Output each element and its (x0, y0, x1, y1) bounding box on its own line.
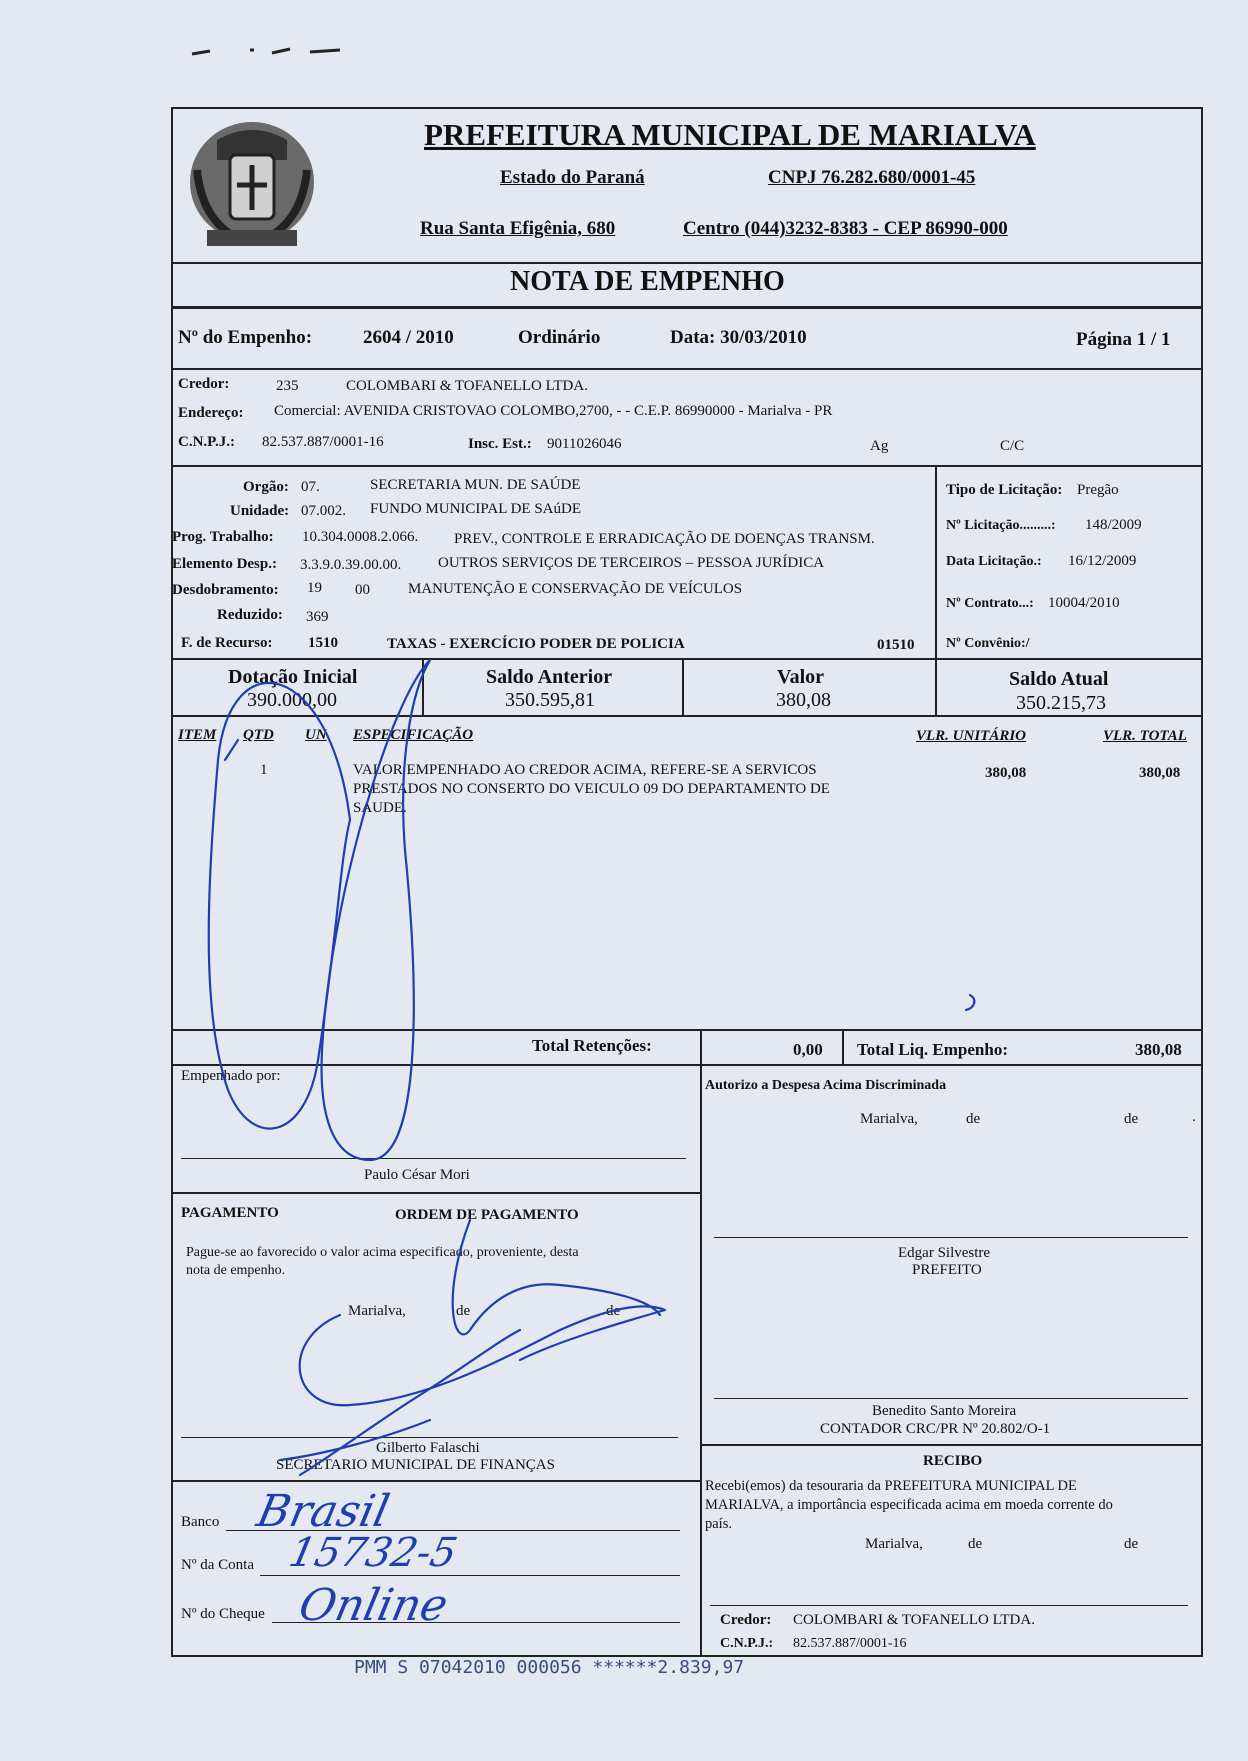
orgao-code: 07. (301, 479, 320, 495)
retencoes-label: Total Retenções: (532, 1036, 652, 1055)
endereco-value: Comercial: AVENIDA CRISTOVAO COLOMBO,2700, - - C.E.P. 86990000 - Marialva - PR (274, 403, 833, 419)
cheque-label: Nº do Cheque (181, 1606, 265, 1622)
recibo-cnpj-label: C.N.P.J.: (720, 1636, 774, 1651)
recibo-de1: de (968, 1536, 983, 1552)
col-qtd: QTD (243, 727, 274, 743)
orgao-name: SECRETARIA MUN. DE SAÚDE (370, 477, 581, 493)
recibo-de2: de (1124, 1536, 1139, 1552)
agency-label: Ag (870, 438, 889, 454)
data-licitacao: 16/12/2009 (1068, 553, 1137, 569)
recurso-label: F. de Recurso: (181, 635, 273, 651)
empenhado-name: Paulo César Mori (364, 1167, 470, 1183)
prefeito-name: Edgar Silvestre (898, 1245, 991, 1261)
autorizo-dot: . (1192, 1109, 1196, 1125)
recurso-name: TAXAS - EXERCÍCIO PODER DE POLICIA (387, 636, 685, 652)
col-vlr-unitario: VLR. UNITÁRIO (916, 728, 1027, 744)
prog-name: PREV., CONTROLE E ERRADICAÇÃO DE DOENÇAS TRANSM. (454, 531, 875, 547)
saldo-atual-value: 350.215,73 (1016, 692, 1106, 714)
empenhado-label: Empenhado por: (181, 1068, 281, 1084)
licitacao-number: 148/2009 (1085, 517, 1142, 533)
autorizo-city: Marialva, (860, 1111, 918, 1127)
reduzido-label: Reduzido: (217, 607, 283, 623)
item-qtd: 1 (260, 762, 268, 778)
pagamento-de2: de (606, 1303, 621, 1319)
elemento-name: OUTROS SERVIÇOS DE TERCEIROS – PESSOA JURÍDICA (438, 555, 825, 571)
liquido-label: Total Liq. Empenho: (857, 1040, 1008, 1059)
unidade-label: Unidade: (230, 503, 290, 519)
autorizo-label: Autorizo a Despesa Acima Discriminada (705, 1078, 947, 1093)
secretario-name: Gilberto Falaschi (376, 1440, 480, 1456)
desdobramento-code2: 00 (355, 582, 370, 598)
desdobramento-code1: 19 (307, 580, 322, 596)
tipo-licitacao: Pregão (1077, 482, 1119, 498)
col-item: ITEM (178, 727, 217, 743)
convenio-label: Nº Convênio:/ (946, 636, 1030, 651)
credor-cnpj: 82.537.887/0001-16 (262, 434, 384, 450)
prog-code: 10.304.0008.2.066. (302, 529, 419, 545)
reduzido-value: 369 (306, 609, 329, 625)
desdobramento-label: Desdobramento: (172, 582, 279, 598)
page-number: Página 1 / 1 (1076, 329, 1171, 350)
item-desc-line1: VALOR EMPENHADO AO CREDOR ACIMA, REFERE-SE A SERVICOS (353, 762, 817, 778)
cheque-handwritten: Online (294, 1580, 453, 1631)
state-label: Estado do Paraná (500, 167, 645, 188)
recibo-label: RECIBO (923, 1453, 983, 1469)
contador-name: Benedito Santo Moreira (872, 1403, 1017, 1419)
autorizo-de2: de (1124, 1111, 1139, 1127)
item-unit-value: 380,08 (985, 765, 1027, 781)
address-label: Rua Santa Efigênia, 680 (420, 218, 616, 239)
unidade-name: FUNDO MUNICIPAL DE SAúDE (370, 501, 581, 517)
orgao-label: Orgão: (243, 479, 289, 495)
credor-name: COLOMBARI & TOFANELLO LTDA. (346, 378, 588, 394)
cc-label: C/C (1000, 438, 1025, 454)
pagamento-label: PAGAMENTO (181, 1205, 279, 1221)
banco-handwritten: Brasil (252, 1486, 394, 1537)
data-licitacao-label: Data Licitação.: (946, 554, 1042, 569)
licitacao-number-label: Nº Licitação.........: (946, 518, 1056, 533)
credor-cnpj-label: C.N.P.J.: (178, 434, 235, 450)
dotacao-inicial-label: Dotação Inicial (228, 666, 358, 688)
recibo-text2: MARIALVA, a importância especificada acima em moeda corrente do (705, 1497, 1113, 1513)
pagamento-de1: de (456, 1303, 471, 1319)
insc-label: Insc. Est.: (468, 436, 532, 452)
tipo-licitacao-label: Tipo de Licitação: (946, 482, 1063, 498)
document-title: NOTA DE EMPENHO (510, 266, 785, 297)
contrato-label: Nº Contrato...: (946, 596, 1034, 611)
elemento-label: Elemento Desp.: (172, 556, 277, 572)
credor-label: Credor: (178, 376, 230, 392)
recurso-code: 1510 (308, 635, 338, 651)
elemento-code: 3.3.9.0.39.00.00. (300, 557, 402, 573)
contador-title: CONTADOR CRC/PR Nº 20.802/O-1 (820, 1421, 1051, 1437)
pagamento-city: Marialva, (348, 1303, 406, 1319)
col-vlr-total: VLR. TOTAL (1103, 728, 1187, 744)
footer-stamp: PMM S 07042010 000056 ******2.839,97 (354, 1657, 745, 1678)
pagamento-text2: nota de empenho. (186, 1263, 286, 1278)
credor-code: 235 (276, 378, 299, 394)
banco-label: Banco (181, 1514, 220, 1530)
item-desc-line3: SAUDE. (353, 800, 407, 816)
conta-handwritten: 15732-5 (285, 1530, 462, 1576)
empenho-type: Ordinário (518, 327, 601, 348)
saldo-atual-label: Saldo Atual (1009, 668, 1109, 690)
item-total-value: 380,08 (1139, 765, 1181, 781)
liquido-value: 380,08 (1135, 1040, 1182, 1059)
insc-value: 9011026046 (547, 436, 622, 452)
valor-label: Valor (777, 666, 825, 688)
ordem-pagamento-label: ORDEM DE PAGAMENTO (395, 1207, 579, 1223)
conta-label: Nº da Conta (181, 1557, 254, 1573)
col-un: UN (305, 727, 327, 743)
empenho-date: Data: 30/03/2010 (670, 327, 807, 348)
autorizo-de1: de (966, 1111, 981, 1127)
recibo-text1: Recebi(emos) da tesouraria da PREFEITURA MUNICIPAL DE (705, 1478, 1077, 1494)
secretario-title: SECRETARIO MUNICIPAL DE FINANÇAS (276, 1457, 555, 1473)
endereco-label: Endereço: (178, 405, 244, 421)
dotacao-inicial-value: 390.000,00 (247, 689, 337, 711)
empenho-number: 2604 / 2010 (363, 327, 454, 348)
pagamento-text1: Pague-se ao favorecido o valor acima especificado, proveniente, desta (186, 1245, 579, 1260)
recibo-city: Marialva, (865, 1536, 923, 1552)
page-title: PREFEITURA MUNICIPAL DE MARIALVA (424, 117, 1036, 152)
cnpj-label: CNPJ 76.282.680/0001-45 (768, 167, 976, 188)
recurso-number: 01510 (877, 637, 915, 653)
recibo-cnpj: 82.537.887/0001-16 (793, 1636, 907, 1651)
recibo-text3: país. (705, 1516, 732, 1532)
saldo-anterior-label: Saldo Anterior (486, 666, 613, 688)
contrato-number: 10004/2010 (1048, 595, 1120, 611)
saldo-anterior-value: 350.595,81 (505, 689, 595, 711)
recibo-credor-name: COLOMBARI & TOFANELLO LTDA. (793, 1612, 1035, 1628)
col-especificacao: ESPECIFICAÇÃO (353, 727, 474, 743)
address-detail: Centro (044)3232-8383 - CEP 86990-000 (683, 218, 1008, 239)
desdobramento-name: MANUTENÇÃO E CONSERVAÇÃO DE VEÍCULOS (408, 581, 743, 597)
valor-value: 380,08 (776, 689, 831, 711)
retencoes-value: 0,00 (793, 1040, 823, 1059)
item-desc-line2: PRESTADOS NO CONSERTO DO VEICULO 09 DO DEPARTAMENTO DE (353, 781, 830, 797)
prog-label: Prog. Trabalho: (172, 529, 274, 545)
prefeito-title: PREFEITO (912, 1262, 982, 1278)
recibo-credor-label: Credor: (720, 1612, 772, 1628)
unidade-code: 07.002. (301, 503, 346, 519)
empenho-number-label: Nº do Empenho: (178, 327, 313, 348)
